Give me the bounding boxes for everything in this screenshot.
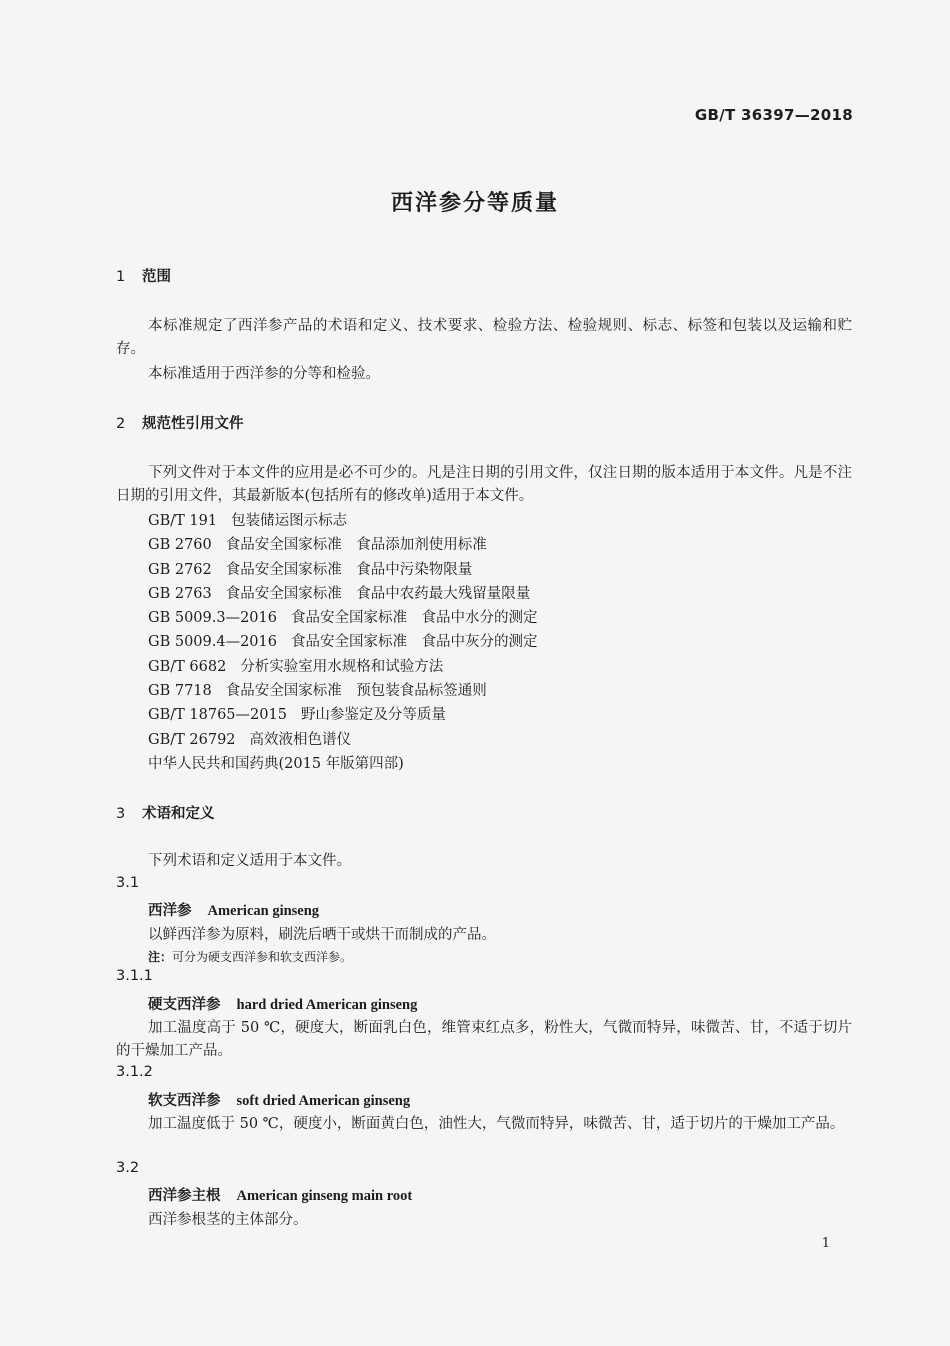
reference-item: [148, 630, 538, 654]
term-definition: 西洋参根茎的主体部分。: [148, 1212, 308, 1228]
reference-item: [148, 752, 538, 776]
term-definition: 加工温度高于 50 ℃，硬度大，断面乳白色，维管束红点多，粉性大，气微而特异，味微苦、甘，不适于切片的干燥加工产品。: [116, 1020, 852, 1059]
term-en: American ginseng: [207, 903, 320, 919]
term-zh: 硬支西洋参: [148, 996, 221, 1013]
reference-title: 食品安全国家标准 食品中水分的测定: [291, 610, 538, 627]
reference-code: GB 2762: [148, 561, 212, 578]
document-title: 西洋参分等质量: [390, 191, 559, 216]
reference-title: 野山参鉴定及分等质量: [300, 707, 446, 724]
terms-intro: 下列术语和定义适用于本文件。: [148, 853, 351, 869]
reference-code: GB 2760: [148, 537, 212, 554]
term-definition: 以鲜西洋参为原料，刷洗后晒干或烘干而制成的产品。: [148, 927, 496, 943]
reference-title: 食品安全国家标准 食品中农药最大残留量限量: [225, 585, 531, 602]
reference-code: GB/T 6682: [148, 658, 227, 675]
reference-item: [148, 582, 538, 606]
section-number: 3: [116, 806, 126, 822]
reference-item: [148, 728, 538, 752]
term-zh: 西洋参主根: [148, 1187, 221, 1204]
section-title: 范围: [142, 269, 171, 285]
reference-code: GB/T 191: [148, 513, 218, 529]
term-zh: 西洋参: [148, 902, 192, 919]
reference-title: 高效液相色谱仪: [249, 731, 352, 748]
clause-number: 3.1.1: [116, 968, 153, 984]
reference-title: 食品安全国家标准 食品添加剂使用标准: [225, 537, 487, 554]
section-1-heading: [116, 265, 171, 286]
term-zh: 软支西洋参: [148, 1092, 221, 1109]
reference-title: 中华人民共和国药典(2015 年版第四部): [148, 755, 404, 772]
section-2-heading: [116, 412, 244, 433]
term-heading: [148, 899, 319, 920]
reference-code: GB/T 18765—2015: [148, 707, 287, 724]
reference-list: [148, 509, 538, 776]
clause-number: 3.1.2: [116, 1064, 153, 1080]
reference-code: GB 7718: [148, 683, 212, 700]
reference-item: [148, 558, 538, 582]
term-en: American ginseng main root: [236, 1188, 413, 1204]
section-number: 1: [116, 269, 126, 285]
term-heading: [148, 1089, 410, 1110]
clause-number: 3.2: [116, 1160, 140, 1176]
section-3-heading: [116, 802, 215, 823]
reference-item: [148, 679, 538, 703]
reference-code: GB/T 26792: [148, 731, 236, 748]
standard-number: GB/T 36397—2018: [694, 106, 853, 124]
reference-title: 分析实验室用水规格和试验方法: [240, 658, 444, 675]
normative-refs-intro: 下列文件对于本文件的应用是必不可少的。凡是注日期的引用文件，仅注日期的版本适用于本文件。凡是不注日期的引用文件，其最新版本(包括所有的修改单)适用于本文件。: [116, 465, 852, 504]
term-en: soft dried American ginseng: [236, 1093, 411, 1109]
reference-item: [148, 655, 538, 679]
section-number: 2: [116, 416, 126, 432]
reference-code: GB 5009.4—2016: [148, 634, 277, 651]
reference-title: 包装储运图示标志: [231, 513, 348, 529]
term-note: [148, 948, 352, 965]
note-label: 注：: [148, 950, 173, 964]
scope-paragraph-1: 本标准规定了西洋参产品的术语和定义、技术要求、检验方法、检验规则、标志、标签和包装以及运输和贮存。: [116, 318, 852, 357]
reference-title: 食品安全国家标准 食品中污染物限量: [225, 561, 473, 578]
term-heading: [148, 993, 417, 1014]
reference-code: GB 5009.3—2016: [148, 610, 277, 627]
reference-item: [148, 509, 538, 533]
reference-code: GB 2763: [148, 585, 212, 602]
clause-number: 3.1: [116, 875, 140, 891]
page-number: 1: [821, 1236, 830, 1251]
note-text: 可分为硬支西洋参和软支西洋参。: [172, 950, 353, 964]
section-title: 术语和定义: [142, 806, 215, 822]
reference-item: [148, 606, 538, 630]
reference-title: 食品安全国家标准 预包装食品标签通则: [225, 683, 487, 700]
term-definition: 加工温度低于 50 ℃，硬度小，断面黄白色，油性大，气微而特异，味微苦、甘，适于切片的干燥加工产品。: [148, 1116, 845, 1132]
reference-title: 食品安全国家标准 食品中灰分的测定: [291, 634, 538, 651]
term-en: hard dried American ginseng: [236, 997, 418, 1013]
reference-item: [148, 703, 538, 727]
scope-paragraph-2: 本标准适用于西洋参的分等和检验。: [148, 366, 380, 382]
term-heading: [148, 1184, 412, 1205]
section-title: 规范性引用文件: [142, 416, 244, 432]
reference-item: [148, 533, 538, 557]
